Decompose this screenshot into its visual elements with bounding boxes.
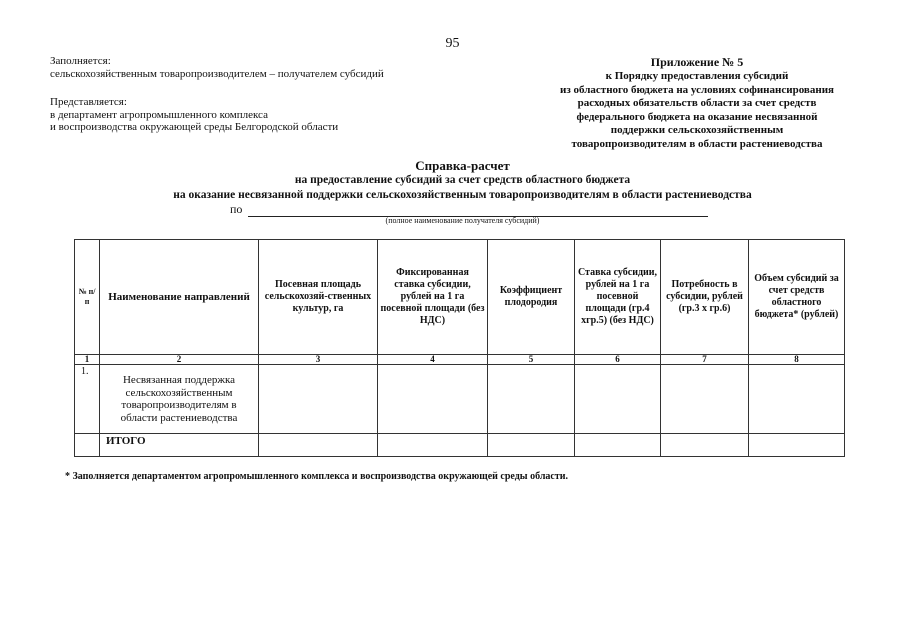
header-cell: Объем субсидий за счет средств областного бюджета* (рублей) [749,240,845,355]
appendix-line: из областного бюджета на условиях софинансирования [560,83,834,96]
appendix-line: федерального бюджета на оказание несвязанной [576,110,818,123]
appendix-title: Приложение № 5 [650,55,744,69]
header-cell: Посевная площадь сельскохозяй-ственных культур, га [259,240,378,355]
header-cell: Наименование направлений [100,240,259,355]
document-heading [0,158,905,202]
calculation-table [74,239,845,457]
page-number: 95 [445,36,460,51]
column-number: 1 [75,355,100,365]
recipient-label: по [230,202,243,216]
header-cell: Потребность в субсидии, рублей (гр.3 х гр.6) [661,240,749,355]
total-subsidy-rate-cell[interactable] [575,434,661,457]
recipient-blank-field[interactable] [248,203,708,217]
column-number: 4 [378,355,488,365]
fertility-coefficient-cell[interactable] [488,365,575,434]
appendix-line: расходных обязательств области за счет средств [577,97,817,109]
appendix-line: поддержки сельскохозяйственным [610,124,784,136]
header-cell: Коэффициент плодородия [488,240,575,355]
document-subtitle-1: на предоставление субсидий за счет средств областного бюджета [294,174,631,186]
table-header-row [75,240,845,355]
submitted-label: Представляется: [50,96,127,108]
subsidy-volume-cell[interactable] [749,365,845,434]
total-subsidy-need-cell[interactable] [661,434,749,457]
direction-name-cell: Несвязанная поддержка сельскохозяйственным товаропроизводителям в области растениеводства [100,365,259,434]
submission-info [50,55,384,134]
appendix-line: товаропроизводителям в области растениеводства [571,137,823,150]
total-number-cell [75,434,100,457]
recipient-caption: (полное наименование получателя субсидий) [385,216,540,225]
footnote: * Заполняется департаментом агропромышленного комплекса и воспроизводства окружающей среды области. [65,471,569,482]
filled-value: сельскохозяйственным товаропроизводителем – получателем субсидий [50,67,384,80]
subsidy-need-cell[interactable] [661,365,749,434]
table-row [75,365,845,434]
submitted-line-2: и воспроизводства окружающей среды Белгородской области [50,121,339,133]
table-total-row [75,434,845,457]
column-number: 8 [749,355,845,365]
column-number: 7 [661,355,749,365]
column-number: 5 [488,355,575,365]
total-subsidy-volume-cell[interactable] [749,434,845,457]
total-fixed-rate-cell[interactable] [378,434,488,457]
appendix-block [532,55,862,151]
filled-label: Заполняется: [50,55,111,67]
header-cell: № п/п [75,240,100,355]
header-cell: Ставка субсидии, рублей на 1 га посевной площади (гр.4 хгр.5) (без НДС) [575,240,661,355]
column-number: 2 [100,355,259,365]
total-coefficient-cell[interactable] [488,434,575,457]
fixed-rate-cell[interactable] [378,365,488,434]
row-number-cell: 1. [75,365,100,434]
appendix-line: к Порядку предоставления субсидий [605,70,789,82]
header-cell: Фиксированная ставка субсидии, рублей на 1 га посевной площади (без НДС) [378,240,488,355]
subsidy-rate-cell[interactable] [575,365,661,434]
total-sown-area-cell[interactable] [259,434,378,457]
column-number: 3 [259,355,378,365]
column-number-row [75,355,845,365]
sown-area-cell[interactable] [259,365,378,434]
recipient-line [230,202,708,217]
document-title: Справка-расчет [415,158,510,173]
total-label-cell: ИТОГО [100,434,259,457]
submitted-line-1: в департамент агропромышленного комплекса [50,108,268,121]
document-subtitle-2: на оказание несвязанной поддержки сельскохозяйственным товаропроизводителям в области растениеводства [173,188,752,201]
column-number: 6 [575,355,661,365]
